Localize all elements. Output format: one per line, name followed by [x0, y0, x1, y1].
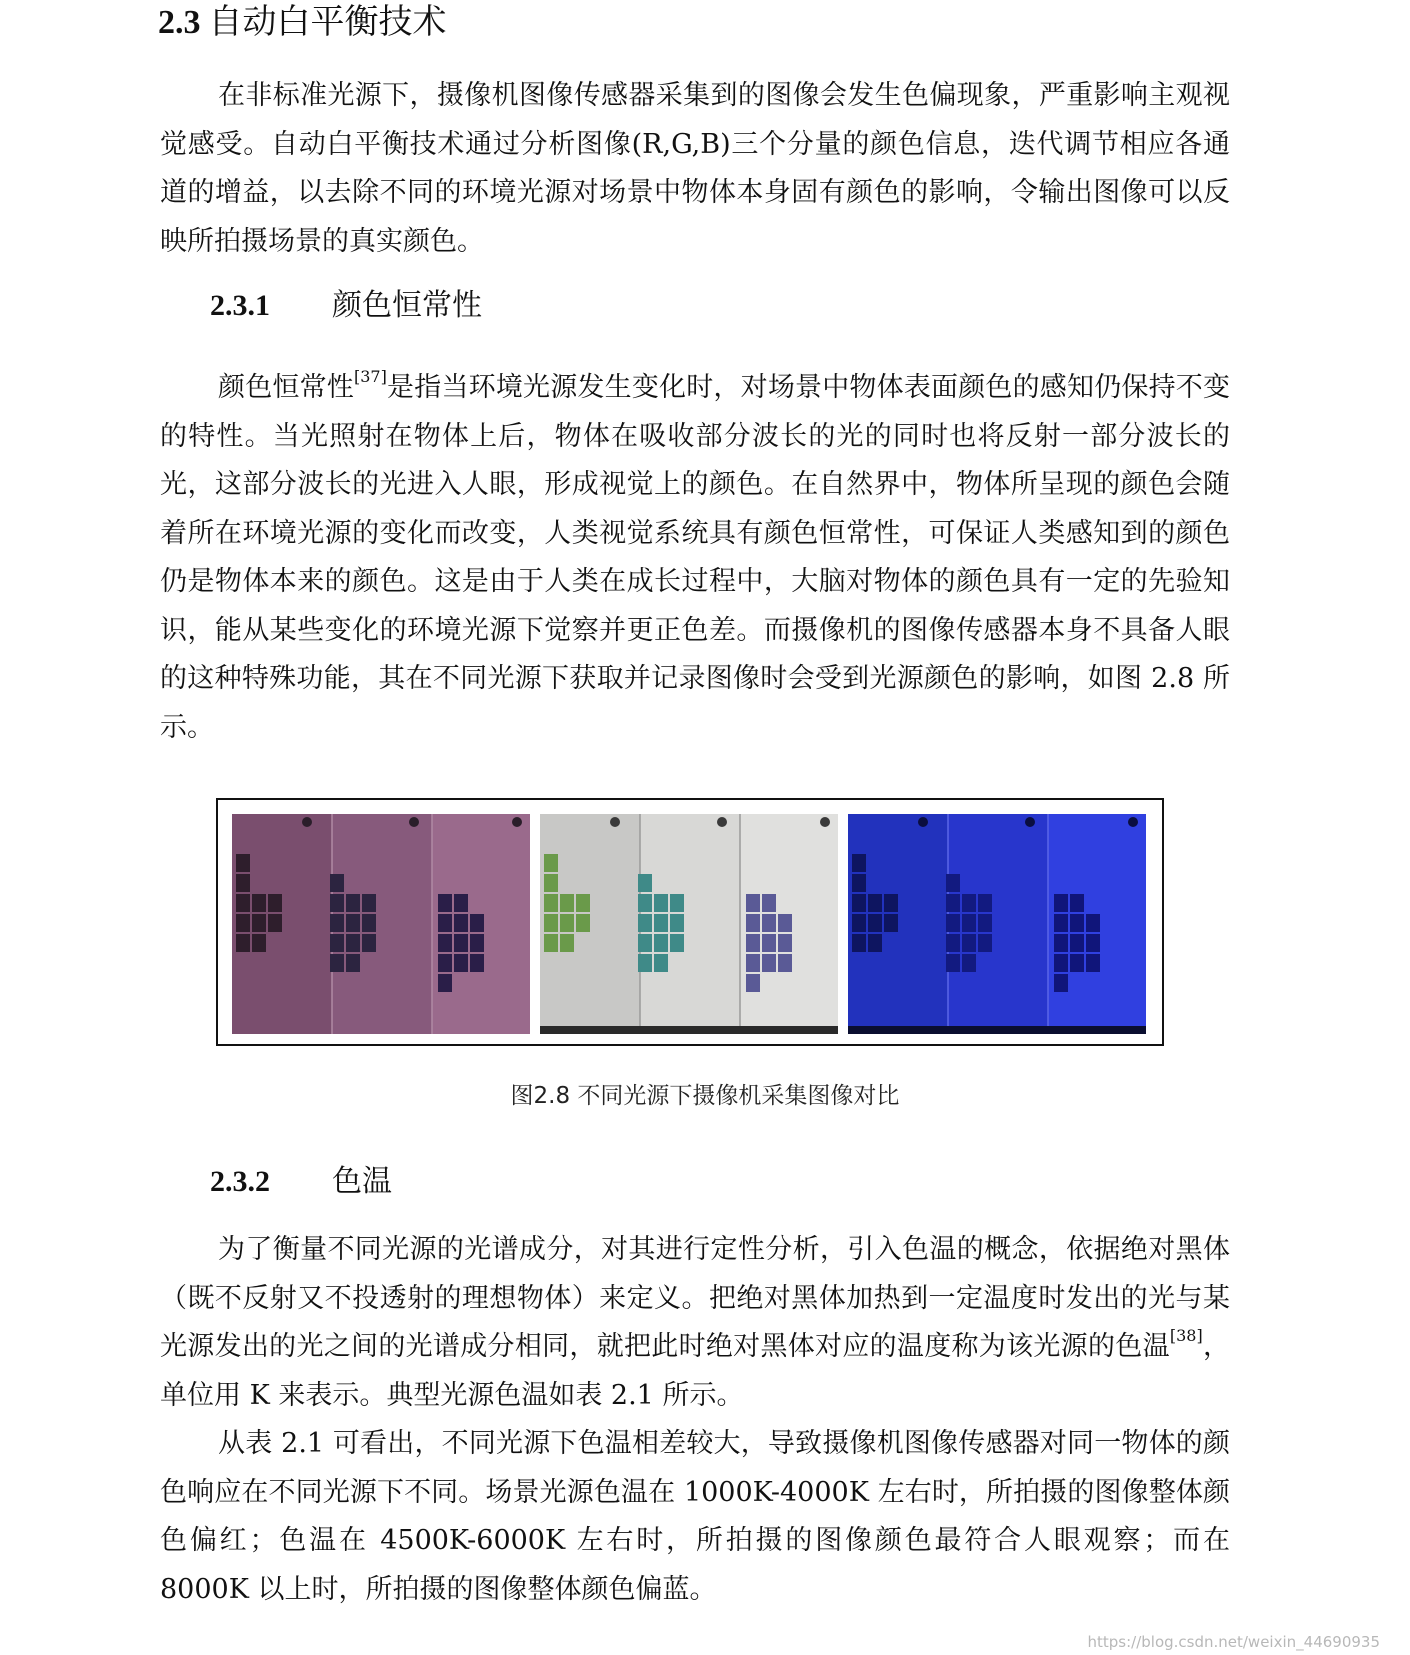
color-temperature-paragraph: [160, 1226, 1230, 1420]
figure-caption: 图2.8 不同光源下摄像机采集图像对比: [510, 1083, 900, 1109]
section-number: 2.3: [158, 4, 201, 41]
subsection-title: 色温: [332, 1164, 392, 1199]
subsection-number: 2.3.1: [210, 289, 270, 322]
subsection-heading-color-constancy: [210, 286, 482, 326]
watermark: https://blog.csdn.net/weixin_44690935: [1087, 1633, 1380, 1651]
paragraph-text: 为了衡量不同光源的光谱成分，对其进行定性分析，引入色温的概念，依据绝对黑体（既不反射又不投透射的理想物体）来定义。把绝对黑体加热到一定温度时发出的光与某光源发出的光之间的光谱成分相同，就把此时绝对黑体对应的温度称为该光源的色温: [160, 1234, 1230, 1362]
photo-pinkish-light: [232, 814, 530, 1034]
intro-paragraph: 在非标准光源下，摄像机图像传感器采集到的图像会发生色偏现象，严重影响主观视觉感受。自动白平衡技术通过分析图像(R,G,B)三个分量的颜色信息，迭代调节相应各通道的增益，以去除不同的环境光源对场景中物体本身固有颜色的影响，令输出图像可以反映所拍摄场景的真实颜色。: [160, 80, 1230, 257]
paragraph-text: 是指当环境光源发生变化时，对场景中物体表面颜色的感知仍保持不变的特性。当光照射在物体上后，物体在吸收部分波长的光的同时也将反射一部分波长的光，这部分波长的光进入人眼，形成视觉上的颜色。在自然界中，物体所呈现的颜色会随着所在环境光源的变化而改变，人类视觉系统具有颜色恒常性，可保证人类感知到的颜色仍是物体本来的颜色。这是由于人类在成长过程中，大脑对物体的颜色具有一定的先验知识，能从某些变化的环境光源下觉察并更正色差。而摄像机的图像传感器本身不具备人眼的这种特殊功能，其在不同光源下获取并记录图像时会受到光源颜色的影响，如图 2.8 所示。: [160, 372, 1231, 743]
citation-ref[interactable]: [37]: [354, 367, 387, 386]
citation-ref[interactable]: [38]: [1169, 1326, 1203, 1345]
photo-neutral-light: [540, 814, 838, 1034]
color-constancy-paragraph: [160, 364, 1230, 752]
photo-blue-light: [848, 814, 1146, 1034]
paragraph-text: ，单位用 K 来表示。典型光源色温如表 2.1 所示。: [160, 1331, 1231, 1411]
subsection-heading-color-temperature: [210, 1162, 392, 1202]
figure-2-8: [216, 798, 1164, 1046]
table-summary-paragraph: 从表 2.1 可看出，不同光源下色温相差较大，导致摄像机图像传感器对同一物体的颜色响应在不同光源下不同。场景光源色温在 1000K-4000K 左右时，所拍摄的图像整体颜色偏红；色温在 4500K-6000K 左右时，所拍摄的图像颜色最符合人眼观察；而在 8000K 以上时，所拍摄的图像整体颜色偏蓝。: [160, 1428, 1230, 1605]
section-heading: [158, 0, 447, 44]
paragraph-text: 颜色恒常性: [218, 372, 354, 403]
subsection-number: 2.3.2: [210, 1165, 270, 1198]
subsection-title: 颜色恒常性: [332, 288, 482, 323]
section-title: 自动白平衡技术: [208, 2, 447, 42]
